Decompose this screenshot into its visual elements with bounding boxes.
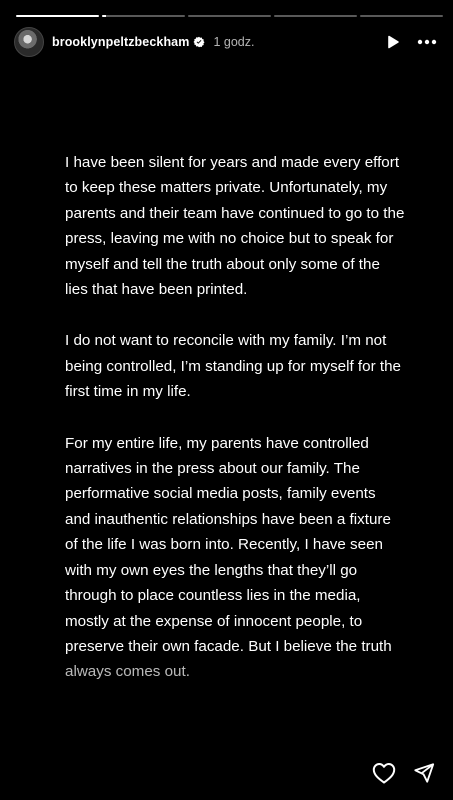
progress-fill (102, 15, 106, 17)
progress-fill (16, 15, 99, 17)
paragraph (65, 431, 405, 685)
progress-segment (16, 15, 99, 17)
story-actions (371, 760, 437, 786)
story-progress-bar (16, 15, 443, 18)
bottom-gradient (0, 710, 453, 800)
paragraph: I do not want to reconcile with my family. I’m not being controlled, I’m standing up for myself for the first time in my life. (65, 332, 401, 401)
verified-badge-icon (193, 36, 205, 48)
progress-segment (188, 15, 271, 17)
story-text (65, 150, 405, 711)
more-icon[interactable] (415, 30, 439, 54)
paragraph-text: For my entire life, my parents have controlled narratives in the press about our family. The performative social media posts, family events and inauthentic relationships have been a fixture of the life I was born into. Recently, I have seen with my own eyes the lengths that they’ll go through to place countless lies in the media, mostly at the expense of innocent people, to preserve their own facade. But I believe the truth (65, 434, 392, 655)
progress-segment (274, 15, 357, 17)
send-icon[interactable] (411, 760, 437, 786)
progress-segment (360, 15, 443, 17)
progress-segment (102, 15, 185, 17)
story-header (14, 26, 439, 58)
paragraph: I have been silent for years and made every effort to keep these matters private. Unfortunately, my parents and their team have continued to go to the press, leaving me with no choice but to speak for myself and tell the truth about only some of the lies that have been printed. (65, 154, 405, 299)
paragraph-tail: always comes out. (65, 663, 190, 681)
username[interactable]: brooklynpeltzbeckham (52, 35, 190, 49)
heart-icon[interactable] (371, 760, 397, 786)
avatar[interactable] (14, 27, 44, 57)
post-time: 1 godz. (213, 35, 255, 49)
play-icon[interactable] (381, 30, 405, 54)
